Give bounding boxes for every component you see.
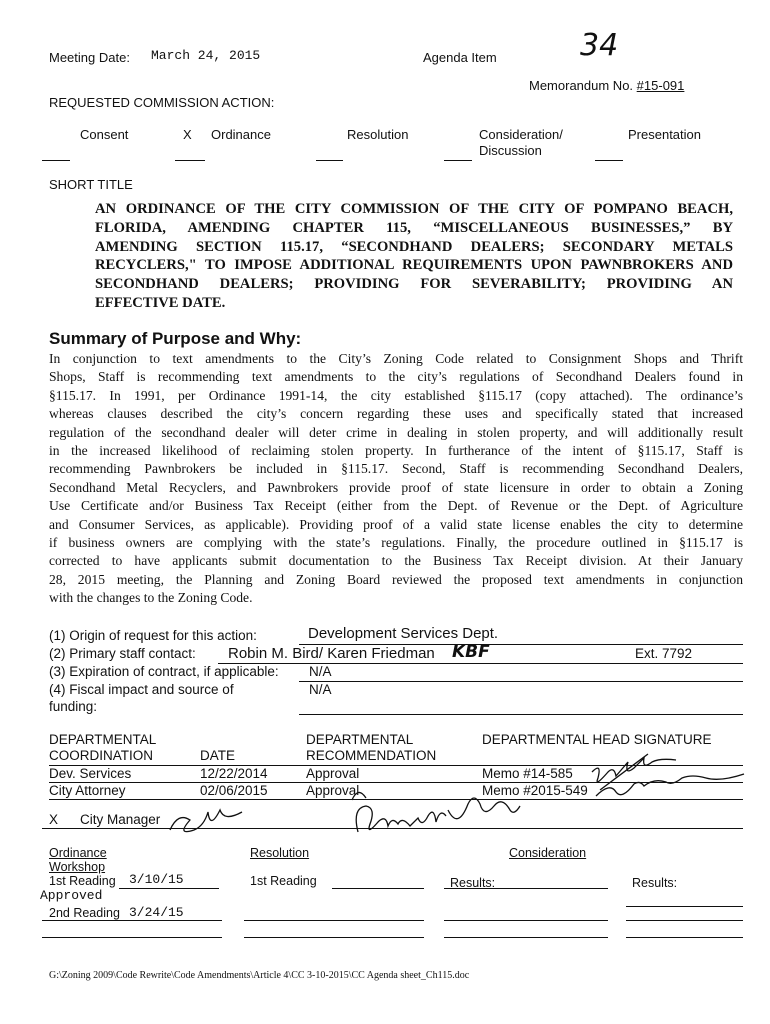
- results-label: Results:: [450, 876, 496, 890]
- requested-action-heading: REQUESTED COMMISSION ACTION:: [49, 95, 275, 110]
- meeting-date-label: Meeting Date:: [49, 50, 130, 65]
- first-reading-date: 3/10/15: [129, 872, 184, 887]
- results-underline: [444, 888, 608, 889]
- second-reading-date: 3/24/15: [129, 905, 184, 920]
- consideration-line: [444, 937, 608, 938]
- option-consideration: Consideration/: [479, 127, 563, 142]
- summary-line: with the changes to the Zoning Code.: [49, 590, 253, 606]
- title-line: EFFECTIVE DATE.: [95, 294, 226, 311]
- resolution-line: [244, 920, 424, 921]
- results-line: [626, 906, 743, 907]
- results-line: [626, 937, 743, 938]
- date-header: DATE: [200, 748, 236, 763]
- table-row-recommendation: Approval: [306, 783, 360, 798]
- title-line: FLORIDA, AMENDING CHAPTER 115, “MISCELLANEOUS BUSINESSES,” BY: [95, 219, 733, 236]
- title-line: AN ORDINANCE OF THE CITY COMMISSION OF THE CITY OF POMPANO BEACH,: [95, 201, 733, 217]
- option-consent: Consent: [80, 127, 129, 142]
- staff-contact-value: Robin M. Bird/ Karen Friedman: [228, 645, 435, 662]
- summary-line: regulation of the secondhand dealer will deter crime in dealing in stolen property, and will additionally result: [49, 424, 743, 440]
- staff-contact-label: (2) Primary staff contact:: [49, 646, 196, 661]
- memo-label: Memorandum No.: [529, 78, 634, 93]
- meeting-date-value: March 24, 2015: [151, 48, 261, 63]
- workshop-label: Workshop: [49, 860, 106, 874]
- first-reading-label: 1st Reading: [49, 874, 116, 888]
- recommendation-header: DEPARTMENTAL: [306, 732, 414, 747]
- resolution-underline: [332, 888, 424, 889]
- handwritten-signature-citymanager: [170, 810, 242, 832]
- fiscal-value: N/A: [309, 682, 332, 697]
- ordinance-checkmark: X: [183, 127, 192, 142]
- origin-value: Development Services Dept.: [308, 625, 499, 642]
- summary-line: in the increased likelihood of reclaiming stolen property. In furtherance of the intent of §115.17, Staff is: [49, 443, 743, 459]
- ordinance-extra-line: [42, 937, 222, 938]
- city-manager-mark: X: [49, 812, 59, 827]
- staff-initials: KBF: [452, 642, 490, 662]
- summary-line: whereas clauses described the city’s concern regarding these uses and specifically stated that increased: [49, 406, 743, 422]
- consideration-line: [444, 920, 608, 921]
- table-row-dept: Dev. Services: [49, 766, 132, 781]
- resolution-first-reading: 1st Reading: [250, 874, 317, 888]
- signature-header: DEPARTMENTAL HEAD SIGNATURE: [482, 732, 712, 747]
- second-reading-label: 2nd Reading: [49, 906, 120, 920]
- table-row-memo: Memo #2015-549: [482, 783, 588, 798]
- results-line: [626, 920, 743, 921]
- expiration-value: N/A: [309, 664, 332, 679]
- fiscal-label: (4) Fiscal impact and source of: [49, 682, 234, 697]
- first-reading-underline: [119, 888, 219, 889]
- resolution-label: Resolution: [250, 846, 310, 860]
- agenda-item-number: 34: [580, 28, 619, 63]
- option-ordinance: Ordinance: [211, 127, 271, 142]
- table-row-dept: City Attorney: [49, 783, 126, 798]
- consideration-label: Consideration: [509, 846, 587, 860]
- table-row-memo: Memo #14-585: [482, 766, 573, 781]
- summary-line: Secondhand Metal Recyclers, and Pawnbrokers provide proof of state licensure in order to obtain a Zoning: [49, 479, 743, 495]
- approved-stamp: Approved: [40, 888, 103, 903]
- coord-header-2: COORDINATION: [49, 748, 153, 763]
- footer-file-path: G:\Zoning 2009\Code Rewrite\Code Amendments\Article 4\CC 3-10-2015\CC Agenda sheet_Ch115.doc: [49, 970, 470, 981]
- handwritten-signature-cityattorney: [352, 774, 744, 800]
- summary-line: corrected to have applicants submit documentation to the Business Tax Receipt division. At their January: [49, 553, 743, 569]
- table-row-date: 02/06/2015: [200, 783, 268, 798]
- ordinance-label: Ordinance: [49, 846, 107, 860]
- city-manager-label: City Manager: [80, 812, 161, 827]
- option-discussion: Discussion: [479, 143, 542, 158]
- expiration-label: (3) Expiration of contract, if applicable:: [49, 664, 279, 679]
- agenda-item-label: Agenda Item: [423, 50, 497, 65]
- summary-line: and Consumer Services, as applicable). Providing proof of a valid state license enables the city to determine: [49, 516, 743, 532]
- table-row-recommendation: Approval: [306, 766, 360, 781]
- recommendation-header-2: RECOMMENDATION: [306, 748, 437, 763]
- origin-label: (1) Origin of request for this action:: [49, 628, 257, 643]
- table-row-date: 12/22/2014: [200, 766, 268, 781]
- handwritten-signature-approval: [356, 798, 520, 832]
- summary-line: §115.17. In 1991, per Ordinance 1991-14, the city established §115.17 (copy attached). The ordinance’s: [49, 387, 743, 403]
- summary-line: recommending Pawnbrokers be included in §115.17. Second, Staff is recommending Secondhand Dealers,: [49, 461, 743, 477]
- option-presentation: Presentation: [628, 127, 701, 142]
- summary-line: if business owners are complying with the state’s regulations. Finally, the procedure outlined in §115.17 is: [49, 535, 743, 551]
- title-line: SECONDHAND DEALERS; PROVIDING FOR SEVERABILITY; PROVIDING AN: [95, 276, 733, 293]
- memo-number-value: #15-091: [636, 78, 685, 93]
- short-title-label: SHORT TITLE: [49, 177, 133, 192]
- summary-line: Shops, Staff is recommending text amendments to the city’s regulations of Secondhand Dealers found in: [49, 369, 743, 385]
- coord-header: DEPARTMENTAL: [49, 732, 157, 747]
- summary-line: Use Certificate and/or Business Tax Receipt (either from the Dept. of Revenue or the Dept. of Agriculture: [49, 498, 743, 514]
- summary-line: In conjunction to text amendments to the City’s Zoning Code related to Consignment Shops and Thrift: [49, 351, 743, 366]
- option-resolution: Resolution: [347, 127, 409, 142]
- fiscal-label-funding: funding:: [49, 699, 98, 714]
- resolution-line: [244, 937, 424, 938]
- results-label: Results:: [632, 876, 678, 890]
- second-reading-underline: [42, 920, 222, 921]
- title-line: AMENDING SECTION 115.17, “SECONDHAND DEALERS; SECONDARY METALS: [95, 238, 733, 255]
- summary-heading: Summary of Purpose and Why:: [49, 329, 302, 348]
- title-line: RECYCLERS," TO IMPOSE ADDITIONAL REQUIREMENTS UPON PAWNBROKERS AND: [95, 257, 733, 274]
- staff-extension: Ext. 7792: [635, 646, 693, 661]
- summary-line: 28, 2015 meeting, the Planning and Zoning Board reviewed the proposed text amendments in conjunction: [49, 571, 743, 587]
